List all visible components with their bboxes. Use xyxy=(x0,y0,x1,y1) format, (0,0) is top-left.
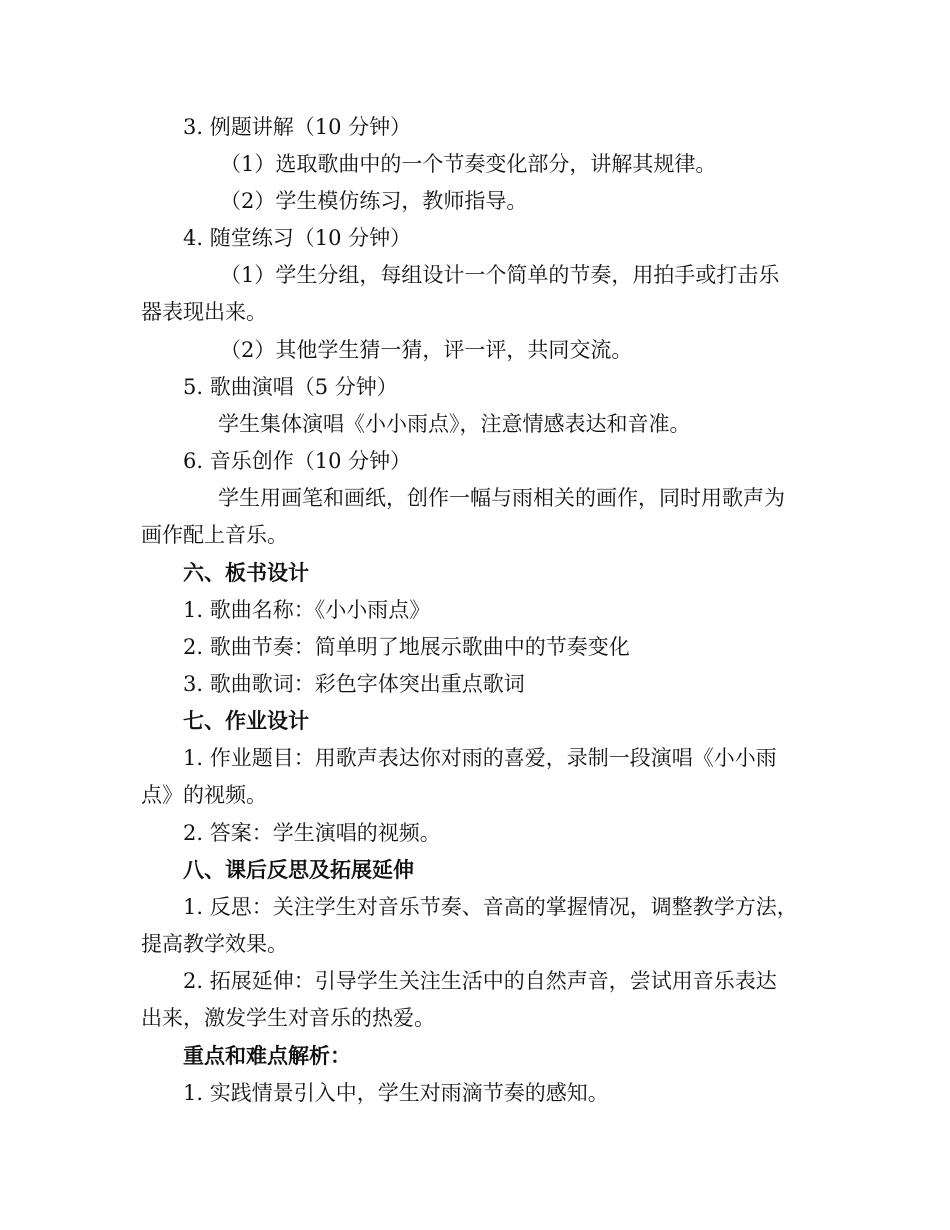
step-3-item-2: （2）学生模仿练习，教师指导。 xyxy=(220,189,528,213)
board-item-3: 3. 歌曲歌词：彩色字体突出重点歌词 xyxy=(183,672,525,696)
homework-item-1: 1. 作业题目：用歌声表达你对雨的喜爱，录制一段演唱《小小雨 xyxy=(183,746,777,770)
step-4-item-1: （1）学生分组，每组设计一个简单的节奏，用拍手或打击乐 xyxy=(220,263,780,287)
step-3-heading: 3. 例题讲解（10 分钟） xyxy=(183,115,412,139)
reflection-item-2-cont: 出来，激发学生对音乐的热爱。 xyxy=(141,1006,435,1030)
step-4-item-1-cont: 器表现出来。 xyxy=(141,300,267,324)
reflection-item-2: 2. 拓展延伸：引导学生关注生活中的自然声音，尝试用音乐表达 xyxy=(183,969,777,993)
board-item-2: 2. 歌曲节奏：简单明了地展示歌曲中的节奏变化 xyxy=(183,635,630,659)
section-8-heading: 八、课后反思及拓展延伸 xyxy=(183,858,414,882)
step-4-heading: 4. 随堂练习（10 分钟） xyxy=(183,226,412,250)
step-6-heading: 6. 音乐创作（10 分钟） xyxy=(183,449,412,473)
homework-item-1-cont: 点》的视频。 xyxy=(141,783,267,807)
reflection-item-1: 1. 反思：关注学生对音乐节奏、音高的掌握情况，调整教学方法， xyxy=(183,895,798,919)
step-5-text: 学生集体演唱《小小雨点》，注意情感表达和音准。 xyxy=(218,412,691,436)
board-item-1: 1. 歌曲名称：《小小雨点》 xyxy=(183,598,431,622)
section-7-heading: 七、作业设计 xyxy=(183,709,309,733)
homework-item-2: 2. 答案：学生演唱的视频。 xyxy=(183,821,441,845)
key-points-heading: 重点和难点解析： xyxy=(183,1044,351,1068)
key-point-item-1: 1. 实践情景引入中，学生对雨滴节奏的感知。 xyxy=(183,1081,609,1105)
step-3-item-1: （1）选取歌曲中的一个节奏变化部分，讲解其规律。 xyxy=(220,152,717,176)
step-5-heading: 5. 歌曲演唱（5 分钟） xyxy=(183,375,398,399)
step-6-text-cont: 画作配上音乐。 xyxy=(141,523,288,547)
step-6-text: 学生用画笔和画纸，创作一幅与雨相关的画作，同时用歌声为 xyxy=(218,486,785,510)
step-4-item-2: （2）其他学生猜一猜，评一评，共同交流。 xyxy=(220,338,633,362)
reflection-item-1-cont: 提高教学效果。 xyxy=(141,932,288,956)
section-6-heading: 六、板书设计 xyxy=(183,561,309,585)
